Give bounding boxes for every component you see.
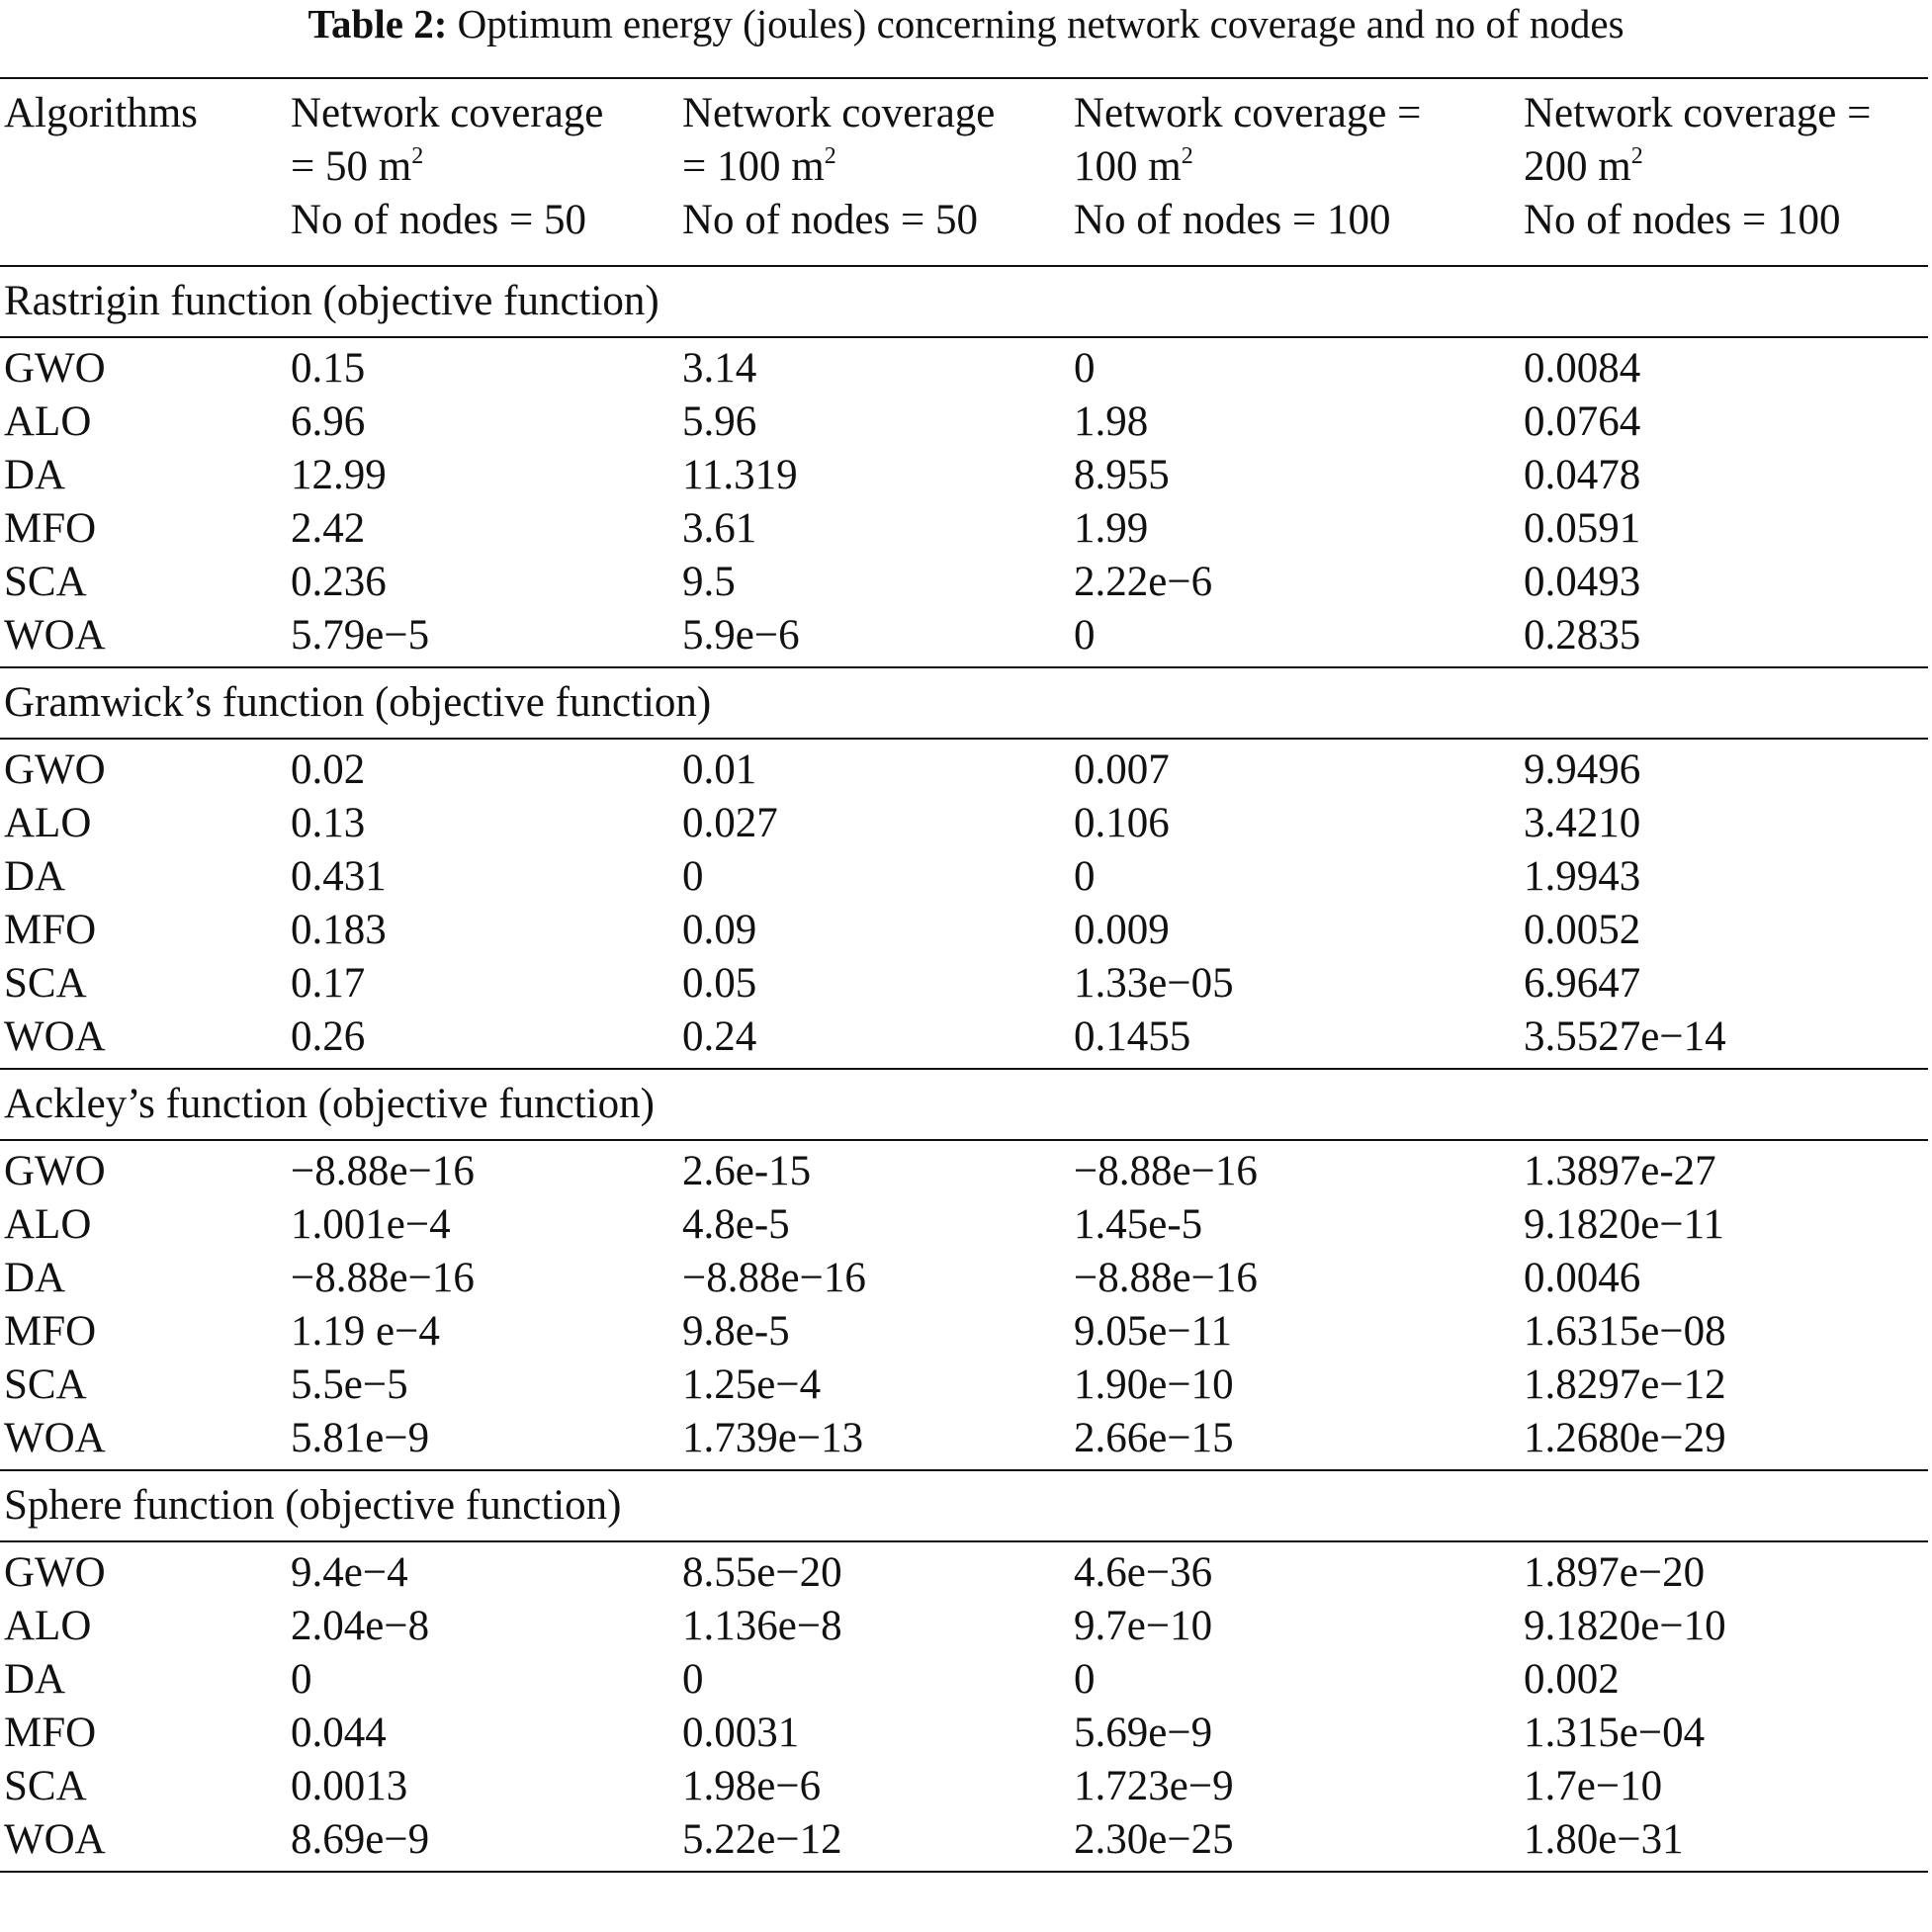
value-cell: 1.897e−20 bbox=[1524, 1549, 1706, 1596]
value-cell: 0.027 bbox=[682, 800, 778, 846]
algorithm-cell: DA bbox=[4, 1656, 66, 1703]
header-line: = 50 m bbox=[291, 143, 412, 190]
table-row bbox=[0, 1707, 1928, 1760]
value-cell: 5.22e−12 bbox=[678, 1813, 1070, 1872]
value-cell: 0.002 bbox=[1524, 1656, 1620, 1703]
value-cell: 9.5 bbox=[682, 559, 736, 605]
table-row bbox=[0, 449, 1928, 502]
value-cell: 0.0478 bbox=[1524, 452, 1641, 498]
value-cell: 0.02 bbox=[291, 746, 366, 793]
value-cell: 0.183 bbox=[291, 907, 387, 953]
value-cell: 0.13 bbox=[291, 800, 366, 846]
value-cell: 1.45e-5 bbox=[1074, 1201, 1203, 1248]
table-row bbox=[0, 609, 1928, 667]
value-cell: 1.19 e−4 bbox=[291, 1308, 440, 1355]
value-cell: 1.98e−6 bbox=[682, 1763, 822, 1809]
value-cell: −8.88e−16 bbox=[682, 1255, 866, 1301]
value-cell: 1.739e−13 bbox=[682, 1415, 864, 1461]
algorithm-cell: MFO bbox=[4, 505, 97, 552]
value-cell: 1.99 bbox=[1074, 505, 1149, 552]
value-cell: 2.22e−6 bbox=[1074, 559, 1213, 605]
value-cell: 0.17 bbox=[291, 960, 366, 1007]
value-cell: 1.7e−10 bbox=[1524, 1763, 1663, 1809]
value-cell: 8.955 bbox=[1074, 452, 1170, 498]
value-cell: 9.7e−10 bbox=[1074, 1603, 1213, 1649]
table-section bbox=[0, 1069, 1928, 1470]
algorithm-cell: SCA bbox=[4, 960, 87, 1007]
table-row bbox=[0, 1359, 1928, 1412]
value-cell: 5.69e−9 bbox=[1074, 1710, 1213, 1756]
value-cell: 2.6e-15 bbox=[682, 1148, 812, 1194]
algorithm-cell: DA bbox=[4, 853, 66, 900]
header-line: No of nodes = 50 bbox=[291, 197, 586, 243]
table-row bbox=[0, 904, 1928, 957]
header-line: Network coverage = bbox=[1074, 90, 1422, 136]
header-line: Network coverage bbox=[291, 90, 604, 136]
value-cell: 0.0013 bbox=[291, 1763, 408, 1809]
value-cell: 0.0084 bbox=[1524, 345, 1641, 392]
table-section bbox=[0, 667, 1928, 1069]
value-cell: 0 bbox=[291, 1656, 312, 1703]
value-cell: 0.0046 bbox=[1524, 1255, 1641, 1301]
algorithm-cell: ALO bbox=[4, 1603, 92, 1649]
algorithm-cell: DA bbox=[4, 452, 66, 498]
algorithm-cell: GWO bbox=[4, 1148, 106, 1194]
value-cell: 1.2680e−29 bbox=[1524, 1415, 1726, 1461]
value-cell: 0.05 bbox=[682, 960, 757, 1007]
algorithm-cell: ALO bbox=[4, 398, 92, 445]
value-cell: 5.9e−6 bbox=[682, 612, 800, 659]
value-cell: 8.69e−9 bbox=[287, 1813, 678, 1872]
header-line: 200 m bbox=[1524, 143, 1631, 190]
value-cell: 3.4210 bbox=[1524, 800, 1641, 846]
section-header-row bbox=[0, 1069, 1928, 1140]
header-line: No of nodes = 100 bbox=[1074, 197, 1391, 243]
table-row bbox=[0, 850, 1928, 904]
column-header bbox=[1070, 79, 1520, 266]
algorithm-cell: WOA bbox=[0, 1813, 287, 1872]
header-line: = 100 m bbox=[682, 143, 825, 190]
value-cell: 0 bbox=[682, 1656, 704, 1703]
value-cell: 0 bbox=[1074, 612, 1096, 659]
section-title: Rastrigin function (objective function) bbox=[0, 266, 1928, 337]
value-cell: 0.0052 bbox=[1524, 907, 1641, 953]
value-cell: 0.007 bbox=[1074, 746, 1170, 793]
value-cell: 0.0031 bbox=[682, 1710, 800, 1756]
value-cell: 1.25e−4 bbox=[682, 1361, 822, 1408]
value-cell: 9.05e−11 bbox=[1074, 1308, 1232, 1355]
value-cell: 0.0764 bbox=[1524, 398, 1641, 445]
value-cell: 0.26 bbox=[291, 1013, 366, 1060]
section-header-row bbox=[0, 667, 1928, 739]
value-cell: 3.61 bbox=[682, 505, 757, 552]
table-row bbox=[0, 1140, 1928, 1198]
value-cell: 5.96 bbox=[682, 398, 757, 445]
table-row bbox=[0, 337, 1928, 395]
algorithm-cell: ALO bbox=[4, 800, 92, 846]
value-cell: 9.9496 bbox=[1524, 746, 1641, 793]
table-section bbox=[0, 1470, 1928, 1872]
section-title: Gramwick’s function (objective function) bbox=[0, 667, 1928, 739]
value-cell: 3.14 bbox=[682, 345, 757, 392]
algorithm-cell: SCA bbox=[4, 559, 87, 605]
value-cell: 8.55e−20 bbox=[682, 1549, 842, 1596]
algorithm-cell: WOA bbox=[4, 1013, 106, 1060]
value-cell: 0.2835 bbox=[1524, 612, 1641, 659]
value-cell: 0.01 bbox=[682, 746, 757, 793]
table-row bbox=[0, 1412, 1928, 1470]
value-cell: 1.98 bbox=[1074, 398, 1149, 445]
algorithm-cell: SCA bbox=[4, 1763, 87, 1809]
algorithm-cell: GWO bbox=[4, 345, 106, 392]
value-cell: 1.315e−04 bbox=[1524, 1710, 1706, 1756]
value-cell: 1.8297e−12 bbox=[1524, 1361, 1726, 1408]
table-title: Optimum energy (joules) concerning network coverage and no of nodes bbox=[457, 1, 1625, 46]
algorithm-cell: DA bbox=[4, 1255, 66, 1301]
value-cell: 0 bbox=[1074, 853, 1096, 900]
column-header-algorithms: Algorithms bbox=[0, 79, 287, 266]
value-cell: 0.0591 bbox=[1524, 505, 1641, 552]
algorithm-cell: MFO bbox=[4, 907, 97, 953]
header-superscript: 2 bbox=[824, 143, 836, 169]
section-title: Ackley’s function (objective function) bbox=[0, 1069, 1928, 1140]
value-cell: 1.3897e-27 bbox=[1524, 1148, 1716, 1194]
value-cell: 2.66e−15 bbox=[1074, 1415, 1234, 1461]
table-section bbox=[0, 266, 1928, 667]
value-cell: 0.009 bbox=[1074, 907, 1170, 953]
value-cell: 9.8e-5 bbox=[682, 1308, 790, 1355]
value-cell: 2.04e−8 bbox=[291, 1603, 430, 1649]
value-cell: 0.1455 bbox=[1074, 1013, 1191, 1060]
table-row bbox=[0, 502, 1928, 556]
table-row bbox=[0, 1252, 1928, 1305]
table-row bbox=[0, 1198, 1928, 1252]
table-row bbox=[0, 797, 1928, 850]
header-line: Network coverage bbox=[682, 90, 996, 136]
table-row bbox=[0, 1541, 1928, 1600]
value-cell: 1.6315e−08 bbox=[1524, 1308, 1726, 1355]
section-header-row bbox=[0, 266, 1928, 337]
header-superscript: 2 bbox=[411, 143, 424, 169]
value-cell: 6.96 bbox=[291, 398, 366, 445]
algorithm-cell: WOA bbox=[4, 612, 106, 659]
value-cell: 1.136e−8 bbox=[682, 1603, 842, 1649]
header-superscript: 2 bbox=[1630, 143, 1643, 169]
value-cell: 2.30e−25 bbox=[1070, 1813, 1520, 1872]
table-caption bbox=[0, 0, 1932, 47]
value-cell: 5.81e−9 bbox=[291, 1415, 430, 1461]
algorithm-cell: MFO bbox=[4, 1308, 97, 1355]
header-line: No of nodes = 50 bbox=[682, 197, 978, 243]
value-cell: 1.33e−05 bbox=[1074, 960, 1234, 1007]
section-header-row bbox=[0, 1470, 1928, 1541]
value-cell: 5.79e−5 bbox=[291, 612, 430, 659]
algorithm-cell: WOA bbox=[4, 1415, 106, 1461]
value-cell: −8.88e−16 bbox=[291, 1255, 475, 1301]
value-cell: 1.90e−10 bbox=[1074, 1361, 1234, 1408]
value-cell: 5.5e−5 bbox=[291, 1361, 408, 1408]
value-cell: 9.1820e−11 bbox=[1524, 1201, 1724, 1248]
value-cell: 0.044 bbox=[291, 1710, 387, 1756]
table-row bbox=[0, 395, 1928, 449]
header-row bbox=[0, 79, 1928, 266]
header-superscript: 2 bbox=[1181, 143, 1193, 169]
value-cell: 4.6e−36 bbox=[1074, 1549, 1213, 1596]
value-cell: 9.4e−4 bbox=[291, 1549, 408, 1596]
algorithm-cell: MFO bbox=[4, 1710, 97, 1756]
value-cell: 4.8e-5 bbox=[682, 1201, 790, 1248]
value-cell: −8.88e−16 bbox=[291, 1148, 475, 1194]
algorithm-cell: SCA bbox=[4, 1361, 87, 1408]
value-cell: 0.431 bbox=[291, 853, 387, 900]
algorithm-cell: ALO bbox=[4, 1201, 92, 1248]
table-row bbox=[0, 1813, 1928, 1872]
value-cell: 6.9647 bbox=[1524, 960, 1641, 1007]
value-cell: 0 bbox=[1074, 345, 1096, 392]
value-cell: 0 bbox=[1074, 1656, 1096, 1703]
table-row bbox=[0, 957, 1928, 1010]
table-row bbox=[0, 739, 1928, 797]
value-cell: 1.80e−31 bbox=[1520, 1813, 1928, 1872]
value-cell: 0 bbox=[682, 853, 704, 900]
value-cell: 12.99 bbox=[291, 452, 387, 498]
value-cell: 0.15 bbox=[291, 345, 366, 392]
column-header bbox=[678, 79, 1070, 266]
table-row bbox=[0, 1760, 1928, 1813]
value-cell: −8.88e−16 bbox=[1074, 1148, 1258, 1194]
algorithm-cell: GWO bbox=[4, 1549, 106, 1596]
table-row bbox=[0, 1600, 1928, 1653]
value-cell: 0.106 bbox=[1074, 800, 1170, 846]
value-cell: 1.723e−9 bbox=[1074, 1763, 1234, 1809]
value-cell: 11.319 bbox=[682, 452, 798, 498]
table-row bbox=[0, 1305, 1928, 1359]
table-row bbox=[0, 556, 1928, 609]
header-line: No of nodes = 100 bbox=[1524, 197, 1841, 243]
value-cell: 1.001e−4 bbox=[291, 1201, 451, 1248]
section-title: Sphere function (objective function) bbox=[0, 1470, 1928, 1541]
value-cell: −8.88e−16 bbox=[1074, 1255, 1258, 1301]
value-cell: 3.5527e−14 bbox=[1524, 1013, 1726, 1060]
value-cell: 2.42 bbox=[291, 505, 366, 552]
column-header bbox=[287, 79, 678, 266]
value-cell: 1.9943 bbox=[1524, 853, 1641, 900]
value-cell: 0.236 bbox=[291, 559, 387, 605]
value-cell: 0.0493 bbox=[1524, 559, 1641, 605]
header-line: Network coverage = bbox=[1524, 90, 1872, 136]
column-header bbox=[1520, 79, 1928, 266]
table-row bbox=[0, 1010, 1928, 1069]
value-cell: 0.09 bbox=[682, 907, 757, 953]
value-cell: 9.1820e−10 bbox=[1524, 1603, 1726, 1649]
table-row bbox=[0, 1653, 1928, 1707]
value-cell: 0.24 bbox=[682, 1013, 757, 1060]
algorithm-cell: GWO bbox=[4, 746, 106, 793]
table-label: Table 2: bbox=[307, 1, 448, 46]
header-line: 100 m bbox=[1074, 143, 1182, 190]
results-table bbox=[0, 77, 1928, 1873]
